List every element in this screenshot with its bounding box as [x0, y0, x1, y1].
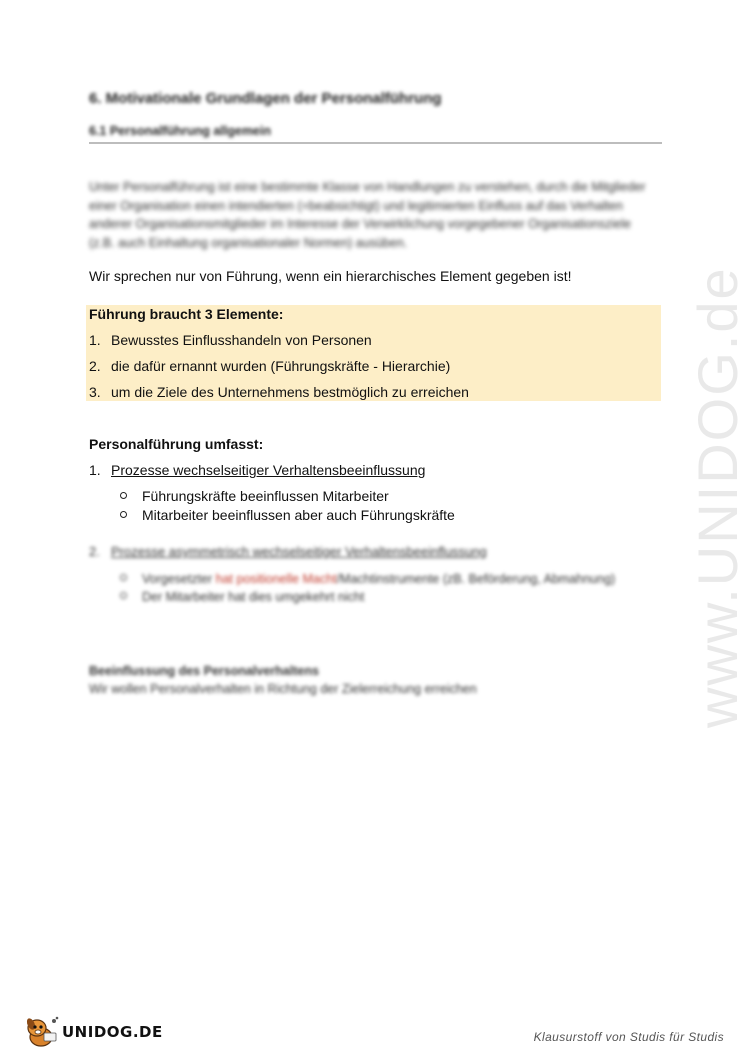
beeinflussung-text: Wir wollen Personalverhalten in Richtung der Zielerreichung erreichen [89, 682, 477, 696]
beeinflussung-section [89, 662, 477, 698]
umfasst-item-2-bullet-1: Vorgesetzter hat positionelle Macht/Machtinstrumente (zB. Beförderung, Abmahnung) [120, 570, 620, 588]
bullet-circle-icon [120, 511, 127, 518]
intro-paragraph: Unter Personalführung ist eine bestimmte Klasse von Handlungen zu verstehen, durch die Mitglieder einer Organisation einen intendierten (=beabsichtigt) und legitimierten Einfluss auf das Verhalten anderer Organisationsmitglieder im Interesse der Verwirklichung vorgegebener Organisationsziele (z.B. auch Einhaltung organisationaler Normen) ausüben. [89, 180, 646, 250]
chapter-heading: 6. Motivationale Grundlagen der Personalführung [89, 90, 442, 107]
section-heading: 6.1 Personalführung allgemein [89, 124, 271, 138]
unidog-logo[interactable] [22, 1015, 163, 1049]
dog-mascot-icon [22, 1015, 60, 1049]
logo-text: UNIDOG.DE [62, 1023, 163, 1041]
elements-item-2: 2. die dafür ernannt wurden (Führungskräfte - Hierarchie) [89, 358, 451, 374]
heading-rule [89, 142, 662, 144]
bullet-circle-icon [120, 592, 127, 599]
footer-tagline: Klausurstoff von Studis für Studis [533, 1030, 724, 1044]
umfasst-bullet-2: Mitarbeiter beeinflussen aber auch Führungskräfte [120, 507, 455, 523]
umfasst-item-2-bullet-2: Der Mitarbeiter hat dies umgekehrt nicht [120, 588, 620, 606]
elements-item-3: 3. um die Ziele des Unternehmens bestmöglich zu erreichen [89, 384, 469, 400]
watermark-text: www.UNIDOG.de [686, 266, 749, 728]
umfasst-title: Personalführung umfasst: [89, 436, 264, 452]
bullet-circle-icon [120, 492, 127, 499]
elements-title: Führung braucht 3 Elemente: [89, 306, 284, 322]
beeinflussung-title: Beeinflussung des Personalverhaltens [89, 664, 319, 678]
elements-item-1: 1. Bewusstes Einflusshandeln von Personen [89, 332, 372, 348]
hierarchy-statement: Wir sprechen nur von Führung, wenn ein hierarchisches Element gegeben ist! [89, 268, 572, 284]
umfasst-item-2-bullets [120, 570, 620, 606]
umfasst-bullet-1: Führungskräfte beeinflussen Mitarbeiter [120, 488, 389, 504]
bullet-circle-icon [120, 574, 127, 581]
umfasst-item-1: 1. Prozesse wechselseitiger Verhaltensbeeinflussung [89, 462, 426, 478]
umfasst-item-2: 2. Prozesse asymmetrisch wechselseitiger Verhaltensbeeinflussung [89, 544, 487, 559]
